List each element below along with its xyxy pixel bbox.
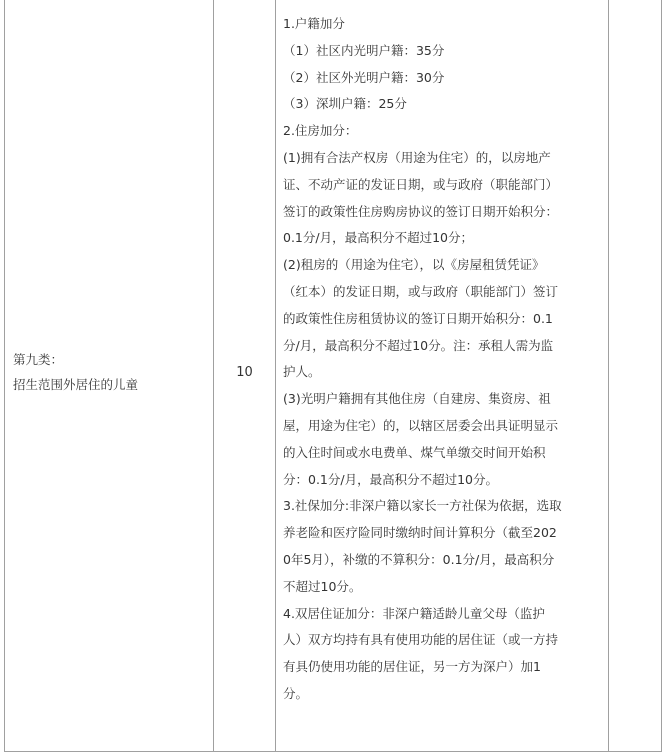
rule-line: 不超过10分。 (283, 578, 362, 594)
rule-line: 分/月，最高积分不超过10分。注：承租人需为监 (283, 337, 554, 353)
scoring-rules-text (276, 0, 608, 708)
rule-line: (2)租房的（用途为住宅），以《房屋租赁凭证》 (283, 257, 545, 273)
empty-cell (609, 0, 662, 752)
rule-line: (3)光明户籍拥有其他住房（自建房、集资房、祖 (283, 391, 551, 407)
rule-line: 签订的政策性住房购房协议的签订日期开始积分： (283, 203, 559, 219)
rule-line: （红本）的发证日期，或与政府（职能部门）签订 (283, 283, 559, 299)
rule-line: 0年5月），补缴的不算积分：0.1分/月，最高积分 (283, 551, 555, 567)
rule-line: 人）双方均持有具有使用功能的居住证（或一方持 (283, 632, 559, 648)
rule-line: 养老险和医疗险同时缴纳时间计算积分（截至202 (283, 525, 557, 541)
rule-line: 的入住时间或水电费单、煤气单缴交时间开始积 (283, 444, 546, 460)
category-label: 第九类： (13, 352, 64, 367)
rule-line: (1)拥有合法产权房（用途为住宅）的，以房地产 (283, 149, 551, 165)
rule-line: 分：0.1分/月，最高积分不超过10分。 (283, 471, 498, 487)
rule-line: 屋，用途为住宅）的，以辖区居委会出具证明显示 (283, 417, 559, 433)
rule-line: 有具仍使用功能的居住证，另一方为深户）加1 (283, 659, 541, 675)
score-cell (214, 0, 276, 752)
score-value: 10 (236, 364, 253, 380)
rule-line: （2）社区外光明户籍：30分 (283, 69, 445, 85)
category-description: 招生范围外居住的儿童 (13, 377, 139, 392)
rule-line: （1）社区内光明户籍：35分 (283, 42, 445, 58)
rule-line: 4.双居住证加分：非深户籍适龄儿童父母（监护 (283, 605, 545, 621)
scoring-rules-cell (276, 0, 609, 752)
rule-line: 1.户籍加分 (283, 16, 345, 31)
rule-line: 3.社保加分:非深户籍以家长一方社保为依据，选取 (283, 498, 562, 514)
rule-line: （3）深圳户籍：25分 (283, 96, 407, 112)
category-cell (5, 0, 214, 752)
rule-line: 分。 (283, 685, 309, 701)
rule-line: 2.住房加分： (283, 123, 358, 139)
rule-line: 的政策性住房租赁协议的签订日期开始积分：0.1 (283, 310, 553, 326)
rule-line: 护人。 (283, 364, 321, 380)
rule-line: 证、不动产证的发证日期，或与政府（职能部门） (283, 176, 559, 192)
rule-line: 0.1分/月，最高积分不超过10分； (283, 230, 473, 246)
admission-policy-table (4, 0, 662, 752)
table-row (5, 0, 662, 752)
